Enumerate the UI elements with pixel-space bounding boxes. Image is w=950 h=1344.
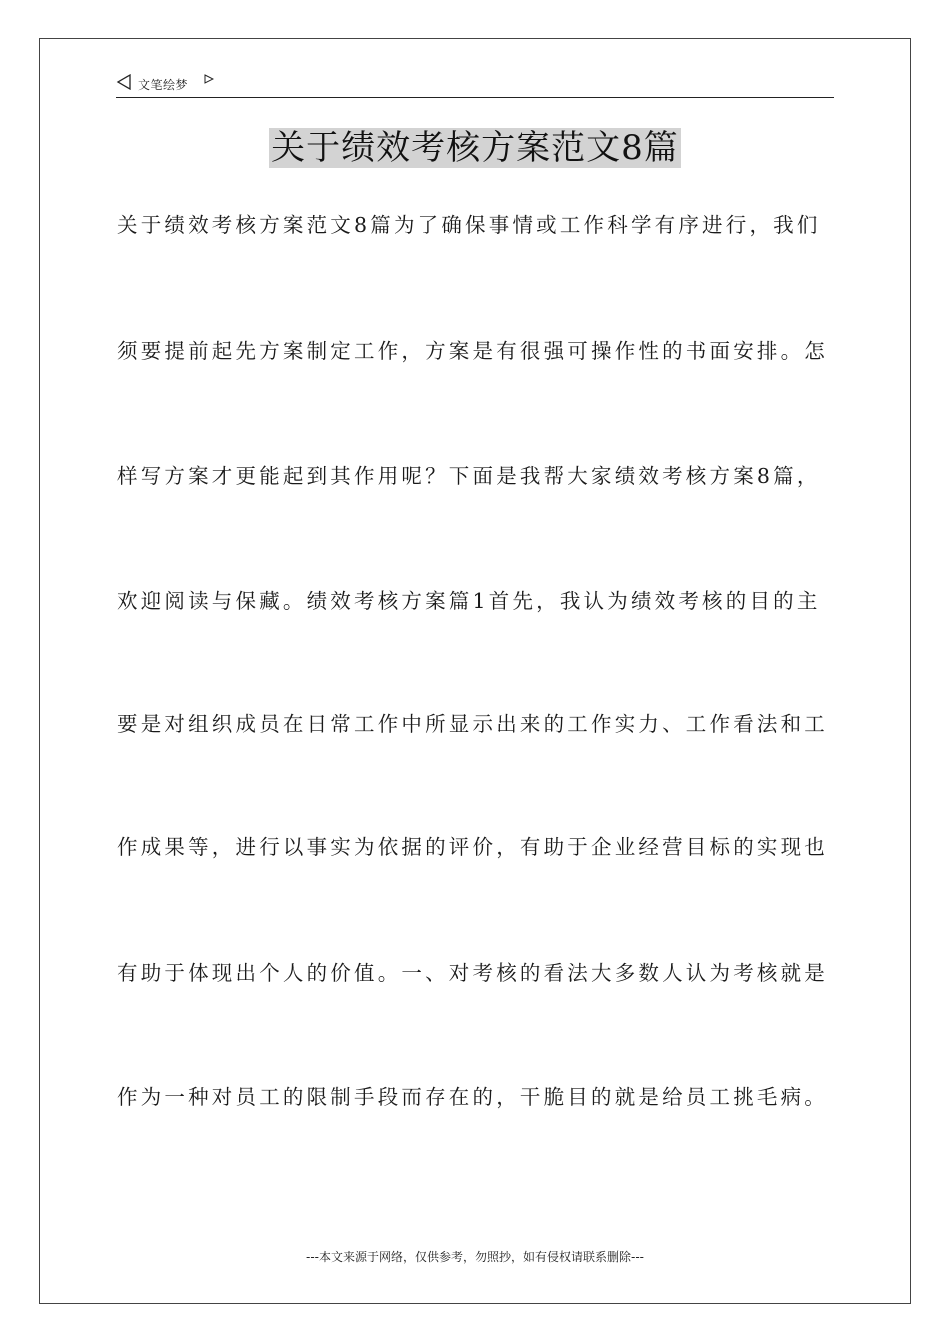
body-line: 作为一种对员工的限制手段而存在的，干脆目的就是给员工挑毛病。 — [117, 1085, 828, 1109]
body-line: 须要提前起先方案制定工作，方案是有很强可操作性的书面安排。怎 — [117, 339, 828, 363]
document-title — [0, 128, 950, 168]
body-line: 有助于体现出个人的价值。一、对考核的看法大多数人认为考核就是 — [117, 961, 828, 985]
page-footer: ---本文来源于网络，仅供参考，勿照抄，如有侵权请联系删除--- — [306, 1250, 644, 1264]
header-title: 文笔绘梦 — [138, 78, 189, 92]
body-line: 作成果等，进行以事实为依据的评价，有助于企业经营目标的实现也 — [117, 835, 828, 859]
title-text: 关于绩效考核方案范文8篇 — [271, 128, 679, 168]
right-triangle-icon — [204, 74, 214, 84]
page-header — [116, 70, 834, 98]
body-line: 样写方案才更能起到其作用呢？下面是我帮大家绩效考核方案8篇， — [117, 464, 821, 488]
body-line: 要是对组织成员在日常工作中所显示出来的工作实力、工作看法和工 — [117, 712, 828, 736]
body-line: 关于绩效考核方案范文8篇为了确保事情或工作科学有序进行，我们 — [117, 213, 821, 237]
left-triangle-icon — [116, 74, 132, 90]
body-line: 欢迎阅读与保藏。绩效考核方案篇1首先，我认为绩效考核的目的主 — [117, 589, 821, 613]
